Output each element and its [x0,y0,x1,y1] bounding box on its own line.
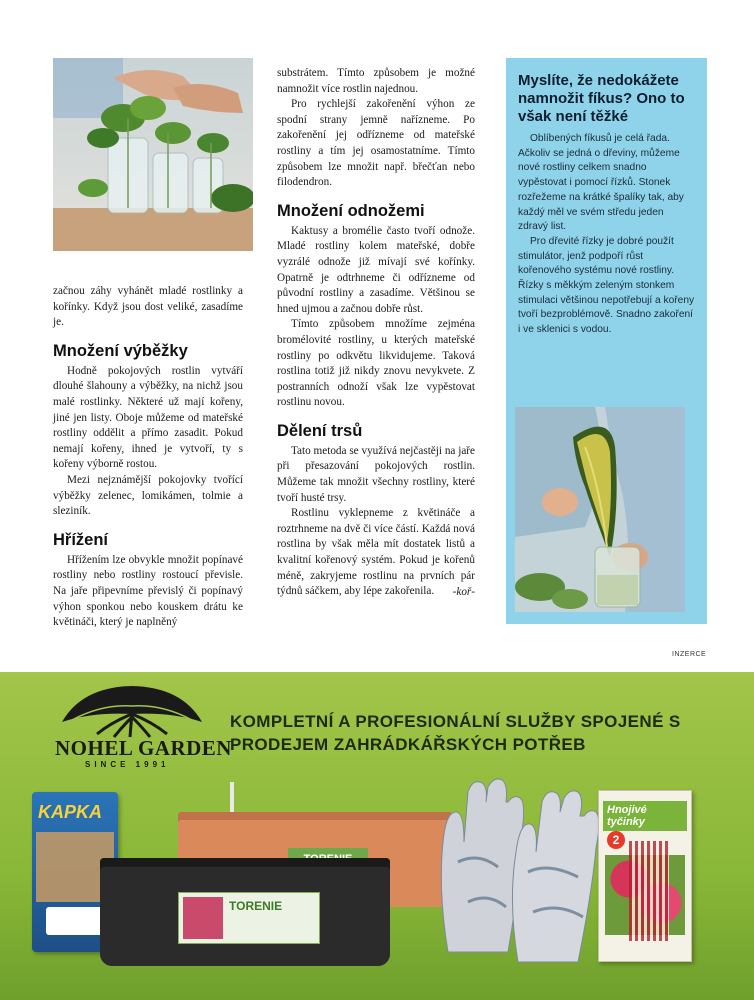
heading-hrizeni: Hřížení [53,530,109,549]
fertilizer-number: 2 [607,831,625,849]
tree-logo-icon [52,682,212,742]
product-fertilizer-sticks [598,790,692,962]
ad-headline: KOMPLETNÍ A PROFESIONÁLNÍ SLUŽBY SPOJENÉ S PRODEJEM ZAHRÁDKÁŘSKÝCH POTŘEB [230,712,681,754]
sidebar-paragraph: Oblíbených fíkusů je celá řada. Ačkoliv se jedná o dřeviny, můžeme nové rostliny celkem snadno vypěstovat i pomocí řízků. Stonek rozřežeme na krátké špalíky tak, aby každý měl ve svém středu jeden zdravý list. [518,133,684,233]
paragraph: Hřížením lze obvykle množit popínavé rostliny nebo rostliny rostoucí převisle. Na jaře připevníme převislý či popínavý výhon sponkou nebo kouskem drátu ke květináči, který je naplněný [53,553,243,629]
heading-mnozeni-odnozemi: Množení odnožemi [277,201,425,220]
paragraph: Hodně pokojových rostlin vytváří dlouhé šlahouny a výběžky, na nichž jsou malé rostlinky. Některé už mají kořeny, jiné jen listy. Oboje můžeme od mateřské rostliny oddělit a přímo zasadit. Pokud nemají kořeny, ihned je vytvoří, ty s kořeny výborně rostou. [53,364,243,471]
author-signature: -koř- [452,585,475,598]
heading-mnozeni-vybezky: Množení výběžky [53,341,188,360]
column-2 [277,66,475,600]
planter-label-front-text: TORENIE [229,899,283,913]
planter-label-front [178,892,320,944]
paragraph: Kaktusy a bromélie často tvoří odnože. Mladé rostliny kolem mateřské, dobře vyzrálé odnože již mívají své kořínky. Opatrně je odtrhneme či odřízneme od původní rostliny a zasadíme. Většinou se hned ujmou a začnou dobře růst. [277,224,475,315]
paragraph: Pro rychlejší zakořenění výhon ze spodní strany jemně nařízneme. Po zakořenění jej odřízneme od mateřské rostliny a tím jej osamostatníme. Tímto způsobem lze množit např. břečťan nebo filodendron. [277,98,475,189]
paragraph: Rostlinu vyklepneme z květináče a roztrhneme na dvě či více částí. Každá nová rostlina by však měla mít dostatek listů a kvalitní kořenový systém. Pokud je kořenů méně, zakryjeme rostlinu na prvních pár týdnů sáčkem, aby lépe zakořenila. [277,507,475,598]
fertilizer-label: Hnojivé tyčinky [603,801,687,831]
column-1 [53,284,243,631]
advertisement-banner[interactable] [0,672,754,1000]
heading-deleni-trsu: Dělení trsů [277,421,363,440]
logo-since: SINCE 1991 [85,760,170,769]
sidebar-title: Myslíte, že nedokážete namnožit fíkus? Ono to však není těžké [518,72,685,125]
garden-gloves-image [428,772,608,972]
black-planter [100,858,390,966]
ficus-cutting-photo [515,407,685,612]
paragraph: Mezi nejznámější pokojovky tvořící výběžky zelenec, lomikámen, tolmie a sleziník. [53,473,243,518]
product-kapka-label: KAPKA [38,802,103,822]
pothos-cuttings-photo [53,58,253,251]
sidebar-paragraph: Pro dřevité řízky je dobré použít stimulátor, jenž podpoří růst kořenového systému nové rostliny. Řízky s měkkým zeleným stonkem stimulaci většinou nepotřebují a kořeny tvoří bezproblémově. Snadno zakoření i ve sklenici s vodou. [518,235,695,336]
continuation-paragraph: začnou záhy vyhánět mladé rostlinky a kořínky. Když jsou dost veliké, zasadíme je. [53,285,243,329]
sidebar-text [518,132,695,338]
sidebar-box-fikus [506,58,707,624]
logo-name: NOHEL GARDEN [55,736,232,760]
paragraph: substrátem. Tímto způsobem je možné namnožit více rostlin najednou. [277,67,475,95]
paragraph: Tímto způsobem množíme zejména bromélovité rostliny, u kterých mateřské rostliny po odkvětu likvidujeme. Taková rostlina totiž již nikdy znovu nevykvete. Z postranních odnoží však lze vypěstovat rostlinu novou. [277,318,475,409]
advertisement-label: INZERCE [672,651,707,658]
paragraph: Tato metoda se využívá nejčastěji na jaře při přesazování pokojových rostlin. Můžeme tak množit všechny rostliny, které tvoří husté trsy. [277,444,475,504]
watering-indicator [230,782,234,812]
